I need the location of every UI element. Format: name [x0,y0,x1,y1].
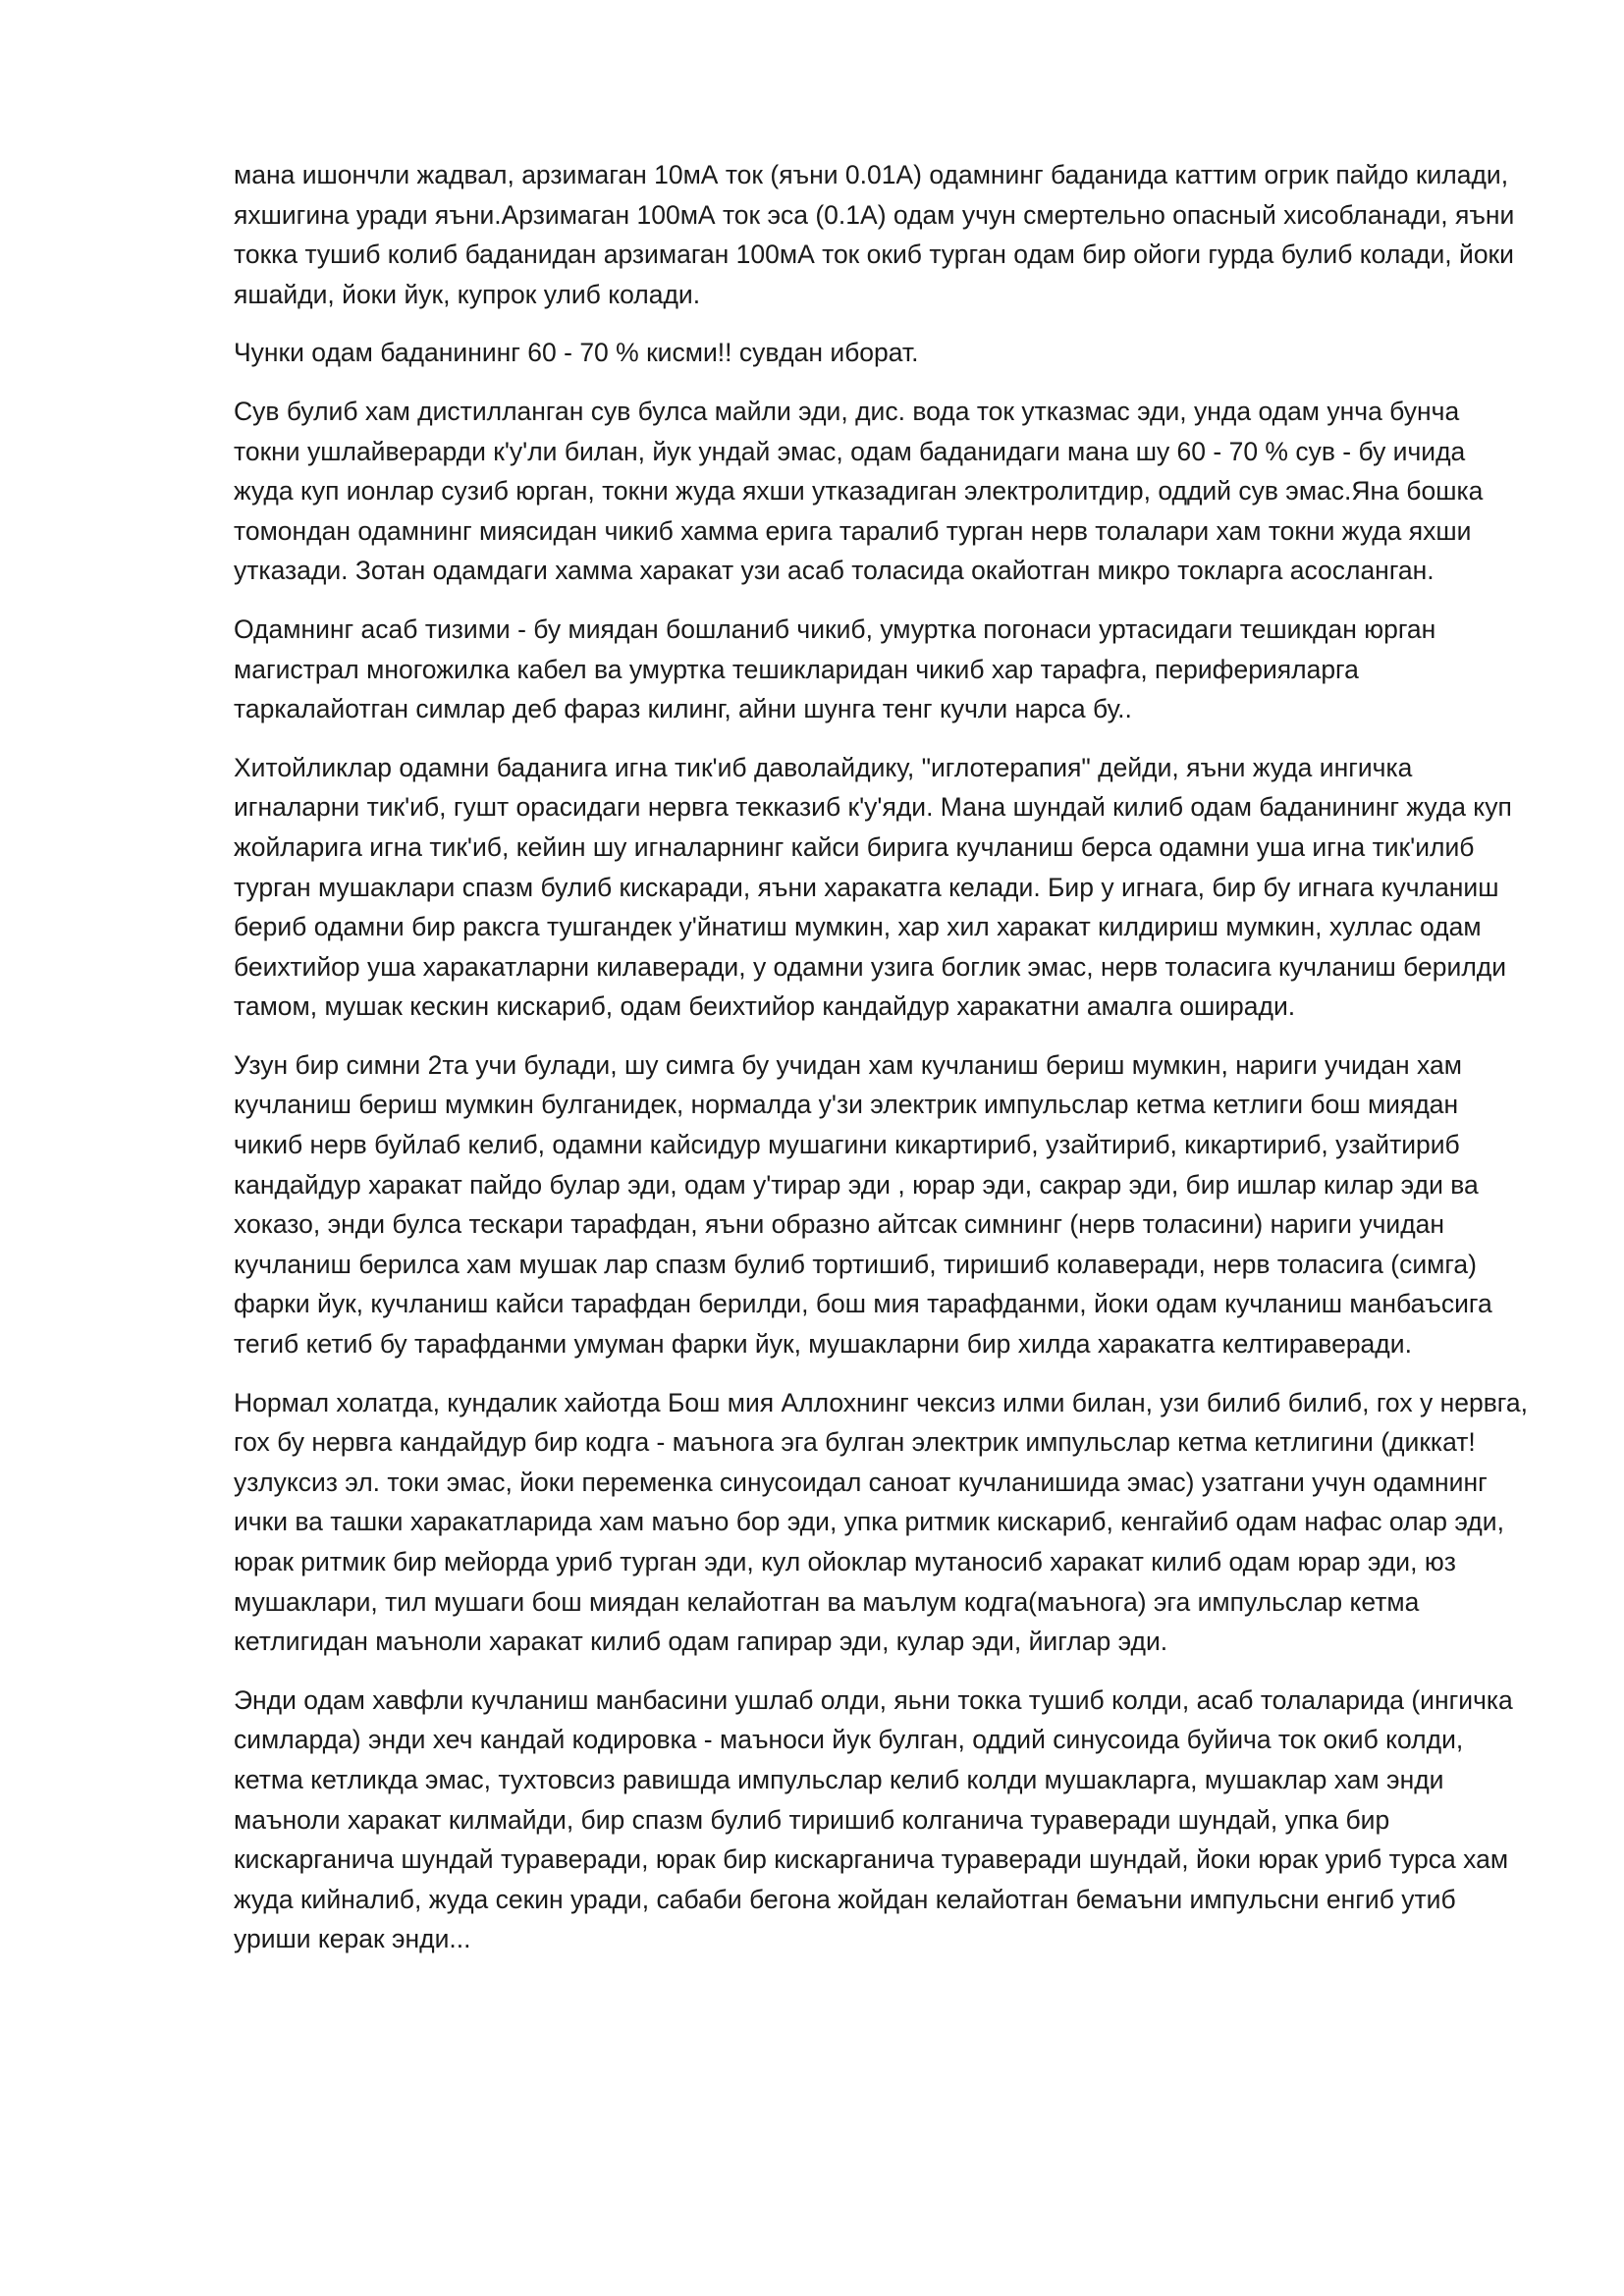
paragraph-6: Узун бир симни 2та учи булади, шу симга бу учидан хам кучланиш бериш мумкин, нариги учидан хам кучланиш бериш мумкин булганидек, нормалда у'зи электрик импульслар кетма кетлиги бош миядан чикиб нерв буйлаб келиб, одамни кайсидур мушагини кикартириб, узайтириб, кикартириб, узайтириб кандайдур харакат пайдо булар эди, одам у'тирар эди , юрар эди, сакрар эди, бир ишлар килар эди ва хоказо, энди булса тескари тарафдан, яъни образно айтсак симнинг (нерв толасини) нариги учидан кучланиш берилса хам мушак лар спазм булиб тортишиб, тиришиб колаверади, нерв толасига (симга) фарки йук, кучланиш кайси тарафдан берилди, бош мия тарафданми, йоки одам кучланиш манбаъсига тегиб кетиб бу тарафданми умуман фарки йук, мушакларни бир хилда харакатга келтираверади. [234,1049,1492,1360]
paragraph-2: Чунки одам баданининг 60 - 70 % кисми!! сувдан иборат. [234,338,919,368]
paragraph-1: мана ишончли жадвал, арзимаган 10мА ток (яъни 0.01А) одамнинг баданида каттим огрик пайдо килади, яхшигина уради яъни.Арзимаган 100мА ток эса (0.1А) одам учун смертельно опасный хисобланади, яъни токка тушиб колиб баданидан арзимаган 100мА ток окиб турган одам бир ойоги гурда булиб колади, йоки яшайди, йоки йук, купрок улиб колади. [234,160,1515,309]
paragraph-8: Энди одам хавфли кучланиш манбасини ушлаб олди, яьни токка тушиб колди, асаб толаларида (ингичка симларда) энди хеч кандай кодировка - маъноси йук булган, оддий синусоида буйича ток окиб колди, кетма кетликда эмас, тухтовсиз равишда импульслар келиб колди мушакларга, мушаклар хам энди маъноли харакат килмайди, бир спазм булиб тиришиб колганича тураверади шундай, упка бир кискарганича шундай тураверади, юрак бир кискарганича тураверади шундай, йоки юрак уриб турса хам жуда кийналиб, жуда секин уради, сабаби бегона жойдан келайотган бемаъни импульсни енгиб утиб уриши керак энди... [234,1684,1513,1954]
paragraph-5: Хитойликлар одамни баданига игна тик'иб даволайдику, "иглотерапия" дейди, яъни жуда ингичка игналарни тик'иб, гушт орасидаги нервга текказиб к'у'яди. Мана шундай килиб одам баданининг жуда куп жойларига игна тик'иб, кейин шу игналарнинг кайси бирига кучланиш берса одамни уша игна тик'илиб турган мушаклари спазм булиб кискаради, яъни харакатга келади. Бир у игнага, бир бу игнага кучланиш бериб одамни бир раксга тушгандек у'йнатиш мумкин, хар хил харакат килдириш мумкин, хуллас одам беихтийор уша харакатларни килаверади, у одамни узига боглик эмас, нерв толасига кучланиш берилди тамом, мушак кескин кискариб, одам беихтийор кандайдур харакатни амалга оширади. [234,752,1512,1022]
paragraph-7: Нормал холатда, кундалик хайотда Бош мия Аллохнинг чексиз илми билан, узи билиб билиб, гох у нервга, гох бу нервга кандайдур бир кодга - маъногa эга булган электрик импульслар кетма кетлигини (диккат! узлуксиз эл. токи эмас, йоки переменка синусоидал саноат кучланишида эмас) узатгани учун одамнинг ички ва ташки харакатларида хам маъно бор эди, упка ритмик кискариб, кенгайиб одам нафас олар эди, юрак ритмик бир мейорда уриб турган эди, кул ойоклар мутаносиб харакат килиб одам юрар эди, юз мушаклари, тил мушаги бош миядан келайотган ва маълум кодга(маънога) эга импульслар кетма кетлигидан маъноли харакат килиб одам гапирар эди, кулар эди, йиглар эди. [234,1387,1528,1657]
paragraph-3: Сув булиб хам дистилланган сув булса майли эди, дис. вода ток утказмас эди, унда одам унча бунча токни ушлайверарди к'у'ли билан, йук ундай эмас, одам баданидаги мана шу 60 - 70 % сув - бу ичида жуда куп ионлар сузиб юрган, токни жуда яхши утказадиган электролитдир, оддий сув эмас.Яна бошка томондан одамнинг миясидан чикиб хамма ерига таралиб турган нерв толалари хам токни жуда яхши утказади. Зотан одамдаги хамма харакат узи асаб толасида окайотган микро токларга асосланган. [234,396,1484,586]
document-body [234,155,1530,1978]
paragraph-4: Одамнинг асаб тизими - бу миядан бошланиб чикиб, умуртка погонаси уртасидаги тешикдан юрган магистрал многожилка кабел ва умуртка тешикларидан чикиб хар тарафга, периферияларга таркалайотган симлар деб фараз килинг, айни шунга тенг кучли нарса бу.. [234,614,1436,724]
